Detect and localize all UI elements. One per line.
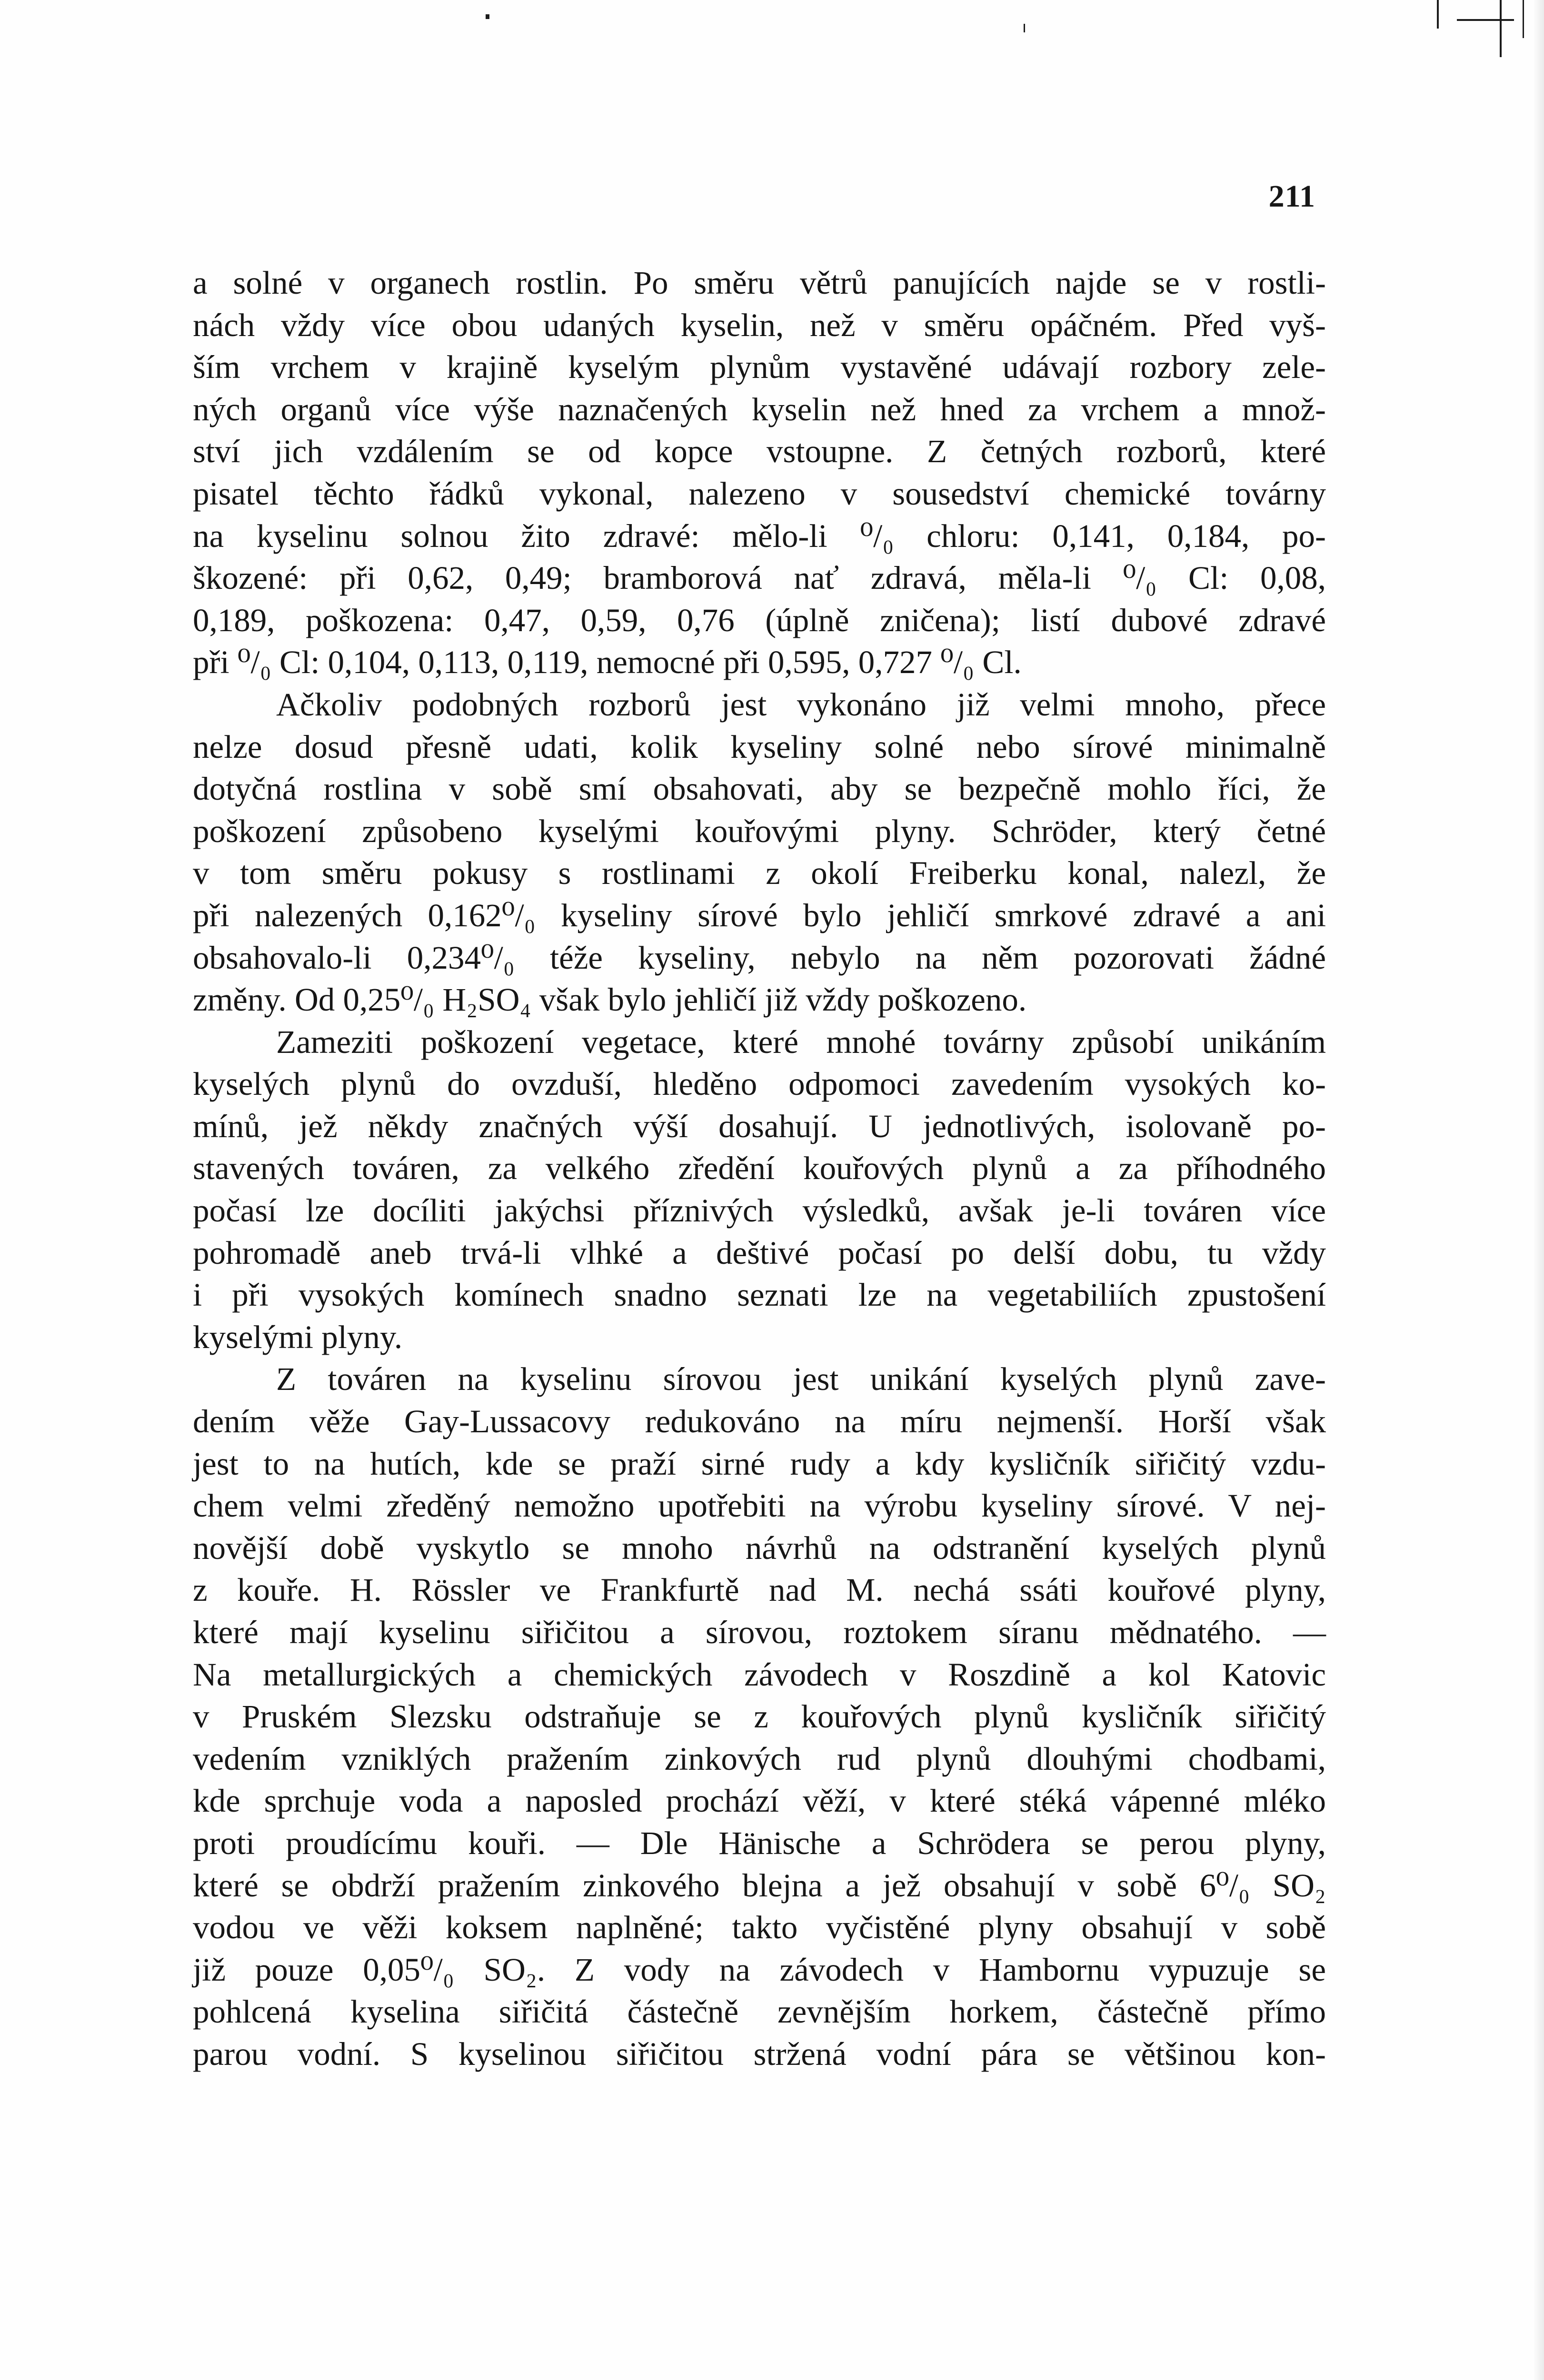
scan-artifact [1437, 0, 1439, 29]
text-line: obsahovalo-li 0,234⁰/₀ téže kyseliny, nebylo na něm pozorovati žádné [193, 939, 1326, 976]
text-line: vedením vzniklých pražením zinkových rud plynů dlouhými chodbami, [193, 1740, 1326, 1777]
text-line: nelze dosud přesně udati, kolik kyseliny solné nebo sírové minimalně [193, 728, 1326, 765]
text-line: kde sprchuje voda a naposled prochází věží, v které stéká vápenné mléko [193, 1783, 1326, 1819]
scan-artifact [1523, 0, 1524, 38]
scan-edge [1533, 0, 1544, 2380]
scan-artifact [1457, 19, 1514, 21]
text-line: 0,189, poškozena: 0,47, 0,59, 0,76 (úplně zničena); listí dubové zdravé [193, 602, 1326, 638]
text-line: pisatel těchto řádků vykonal, nalezeno v sousedství chemické továrny [193, 475, 1326, 512]
text-line: a solné v organech rostlin. Po směru větrů panujících najde se v rostli- [193, 265, 1326, 301]
text-line: novější době vyskytlo se mnoho návrhů na odstranění kyselých plynů [193, 1529, 1326, 1566]
scan-artifact [486, 14, 489, 19]
text-line: kyselých plynů do ovzduší, hleděno odpomoci zavedením vysokých ko- [193, 1066, 1326, 1102]
text-line: Na metallurgických a chemických závodech v Roszdině a kol Katovic [193, 1656, 1326, 1693]
text-line: poškození způsobeno kyselými kouřovými plyny. Schröder, který četné [193, 813, 1326, 849]
text-line: ším vrchem v krajině kyselým plynům vystavěné udávají rozbory zele- [193, 349, 1326, 386]
text-line: parou vodní. S kyselinou siřičitou stržená vodní pára se většinou kon- [193, 2035, 1326, 2072]
text-line: proti proudícímu kouři. — Dle Hänische a Schrödera se perou plyny, [193, 1825, 1326, 1861]
text-line: z kouře. H. Rössler ve Frankfurtě nad M. nechá ssáti kouřové plyny, [193, 1572, 1326, 1608]
text-line: chem velmi zředěný nemožno upotřebiti na výrobu kyseliny sírové. V nej- [193, 1488, 1326, 1524]
text-line: v tom směru pokusy s rostlinami z okolí Freiberku konal, nalezl, že [193, 855, 1326, 892]
text-line: změny. Od 0,25⁰/₀ H₂SO₄ však bylo jehličí již vždy poškozeno. [193, 982, 1027, 1018]
text-line: ství jich vzdálením se od kopce vstoupne. Z četných rozborů, které [193, 433, 1326, 470]
text-line: počasí lze docíliti jakýchsi příznivých výsledků, avšak je-li továren více [193, 1192, 1326, 1229]
text-line: nách vždy více obou udaných kyselin, než v směru opáčném. Před vyš- [193, 307, 1326, 343]
text-line: kyselými plyny. [193, 1319, 403, 1355]
text-line: při nalezených 0,162⁰/₀ kyseliny sírové bylo jehličí smrkové zdravé a ani [193, 897, 1326, 933]
text-line: na kyselinu solnou žito zdravé: mělo-li ⁰/₀ chloru: 0,141, 0,184, po- [193, 517, 1326, 554]
body-text [193, 262, 1326, 2075]
text-line: ných organů více výše naznačených kyselin než hned za vrchem a množ- [193, 391, 1326, 427]
scan-artifact [1024, 24, 1025, 32]
text-line: stavených továren, za velkého zředění kouřových plynů a za příhodného [193, 1150, 1326, 1187]
text-line: pohromadě aneb trvá-li vlhké a deštivé počasí po delší dobu, tu vždy [193, 1234, 1326, 1271]
page-number: 211 [1268, 179, 1315, 214]
text-line: které se obdrží pražením zinkového blejna a jež obsahují v sobě 6⁰/₀ SO₂ [193, 1867, 1326, 1904]
text-line: Zameziti poškození vegetace, které mnohé továrny způsobí unikáním [276, 1023, 1326, 1060]
text-line: jest to na hutích, kde se praží sirné rudy a kdy kysličník siřičitý vzdu- [193, 1445, 1326, 1482]
text-line: v Pruském Slezsku odstraňuje se z kouřových plynů kysličník siřičitý [193, 1698, 1326, 1735]
text-line: vodou ve věži koksem naplněné; takto vyčistěné plyny obsahují v sobě [193, 1909, 1326, 1946]
text-line: Z továren na kyselinu sírovou jest unikání kyselých plynů zave- [276, 1361, 1326, 1398]
text-line: dením věže Gay-Lussacovy redukováno na míru nejmenší. Horší však [193, 1403, 1326, 1440]
text-line: dotyčná rostlina v sobě smí obsahovati, aby se bezpečně mohlo říci, že [193, 771, 1326, 807]
text-line: již pouze 0,05⁰/₀ SO₂. Z vody na závodech v Hambornu vypuzuje se [193, 1951, 1326, 1988]
text-line: mínů, jež někdy značných výší dosahují. U jednotlivých, isolovaně po- [193, 1108, 1326, 1144]
text-line: při ⁰/₀ Cl: 0,104, 0,113, 0,119, nemocné při 0,595, 0,727 ⁰/₀ Cl. [193, 644, 1022, 681]
scan-artifact [1500, 0, 1502, 57]
text-line: které mají kyselinu siřičitou a sírovou, roztokem síranu mědnatého. — [193, 1614, 1326, 1650]
text-line: škozené: při 0,62, 0,49; bramborová nať zdravá, měla-li ⁰/₀ Cl: 0,08, [193, 560, 1326, 596]
text-line: Ačkoliv podobných rozborů jest vykonáno již velmi mnoho, přece [276, 686, 1326, 723]
text-line: i při vysokých komínech snadno seznati lze na vegetabiliích zpustošení [193, 1277, 1326, 1313]
text-line: pohlcená kyselina siřičitá částečně zevnějším horkem, částečně přímo [193, 1993, 1326, 2030]
